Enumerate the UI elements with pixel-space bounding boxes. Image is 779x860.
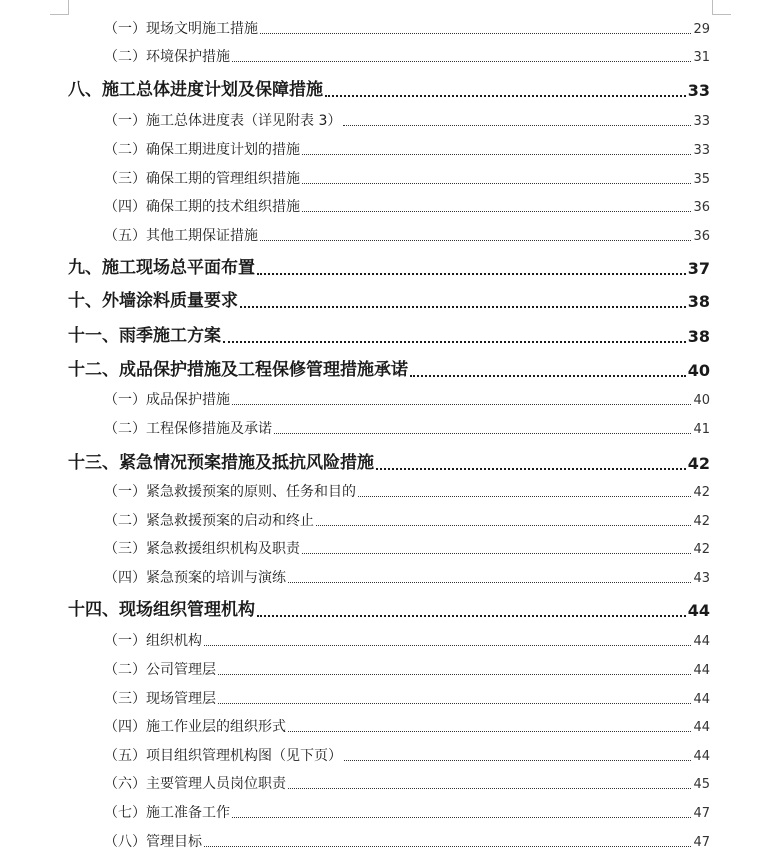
toc-page-number: 47 (693, 835, 710, 850)
toc-dot-leader (358, 496, 691, 497)
toc-section-entry[interactable] (104, 567, 710, 587)
toc-section-entry[interactable] (104, 110, 710, 130)
toc-dot-leader (302, 553, 691, 554)
toc-section-entry[interactable] (104, 716, 710, 736)
toc-entry-title: （三）确保工期的管理组织措施 (104, 171, 300, 187)
toc-section-entry[interactable] (104, 802, 710, 822)
toc-page-number: 45 (693, 777, 710, 792)
toc-dot-leader (302, 211, 691, 212)
toc-chapter-entry[interactable] (68, 450, 710, 474)
toc-page-number: 44 (693, 634, 710, 649)
toc-page-number: 44 (687, 601, 710, 620)
right-margin-mark-horizontal (712, 14, 731, 15)
toc-page-number: 36 (693, 200, 710, 215)
toc-section-entry[interactable] (104, 481, 710, 501)
toc-page-number: 40 (687, 361, 710, 380)
toc-dot-leader (325, 95, 686, 97)
toc-dot-leader (204, 645, 691, 646)
toc-dot-leader (257, 615, 686, 617)
toc-entry-title: 十三、紧急情况预案措施及抵抗风险措施 (68, 453, 374, 473)
toc-entry-title: 十二、成品保护措施及工程保修管理措施承诺 (68, 360, 408, 380)
toc-dot-leader (302, 154, 691, 155)
toc-dot-leader (204, 846, 691, 847)
toc-dot-leader (223, 341, 686, 343)
toc-entry-title: 九、施工现场总平面布置 (68, 258, 255, 278)
toc-entry-title: （二）工程保修措施及承诺 (104, 421, 272, 437)
toc-chapter-entry[interactable] (68, 255, 710, 279)
toc-entry-title: （一）施工总体进度表（详见附表 3） (104, 113, 342, 129)
toc-dot-leader (288, 731, 691, 732)
toc-page-number: 42 (693, 542, 710, 557)
toc-entry-title: 十一、雨季施工方案 (68, 326, 221, 346)
toc-section-entry[interactable] (104, 538, 710, 558)
toc-entry-title: （一）组织机构 (104, 633, 202, 649)
toc-dot-leader (260, 33, 691, 34)
toc-section-entry[interactable] (104, 831, 710, 851)
toc-page-number: 42 (693, 514, 710, 529)
toc-page-number: 38 (687, 292, 710, 311)
toc-chapter-entry[interactable] (68, 288, 710, 312)
toc-dot-leader (316, 525, 691, 526)
toc-page-number: 37 (687, 259, 710, 278)
toc-page-number: 31 (693, 50, 710, 65)
toc-page-number: 29 (693, 22, 710, 37)
toc-page-number: 40 (693, 393, 710, 408)
toc-entry-title: （一）成品保护措施 (104, 392, 230, 408)
toc-page-number: 33 (687, 81, 710, 100)
toc-dot-leader (343, 125, 691, 126)
toc-dot-leader (240, 306, 686, 308)
toc-entry-title: （二）紧急救援预案的启动和终止 (104, 513, 314, 529)
toc-section-entry[interactable] (104, 418, 710, 438)
toc-page-number: 38 (687, 327, 710, 346)
toc-page-number: 44 (693, 720, 710, 735)
toc-section-entry[interactable] (104, 659, 710, 679)
toc-entry-title: 十、外墙涂料质量要求 (68, 291, 238, 311)
toc-entry-title: （五）其他工期保证措施 (104, 228, 258, 244)
toc-page-number: 33 (693, 114, 710, 129)
toc-dot-leader (344, 760, 691, 761)
toc-entry-title: （三）紧急救援组织机构及职责 (104, 541, 300, 557)
toc-page-number: 36 (693, 229, 710, 244)
toc-section-entry[interactable] (104, 510, 710, 530)
toc-entry-title: （二）环境保护措施 (104, 49, 230, 65)
toc-dot-leader (302, 183, 691, 184)
toc-entry-title: （三）现场管理层 (104, 691, 216, 707)
toc-page-number: 47 (693, 806, 710, 821)
right-margin-mark (712, 0, 713, 14)
toc-entry-title: （四）施工作业层的组织形式 (104, 719, 286, 735)
toc-entry-title: （五）项目组织管理机构图（见下页） (104, 748, 342, 764)
toc-chapter-entry[interactable] (68, 323, 710, 347)
toc-page-number: 42 (693, 485, 710, 500)
toc-dot-leader (232, 61, 691, 62)
toc-dot-leader (218, 674, 691, 675)
toc-page-number: 44 (693, 663, 710, 678)
toc-entry-title: 八、施工总体进度计划及保障措施 (68, 80, 323, 100)
toc-page-number: 35 (693, 172, 710, 187)
toc-section-entry[interactable] (104, 46, 710, 66)
toc-entry-title: 十四、现场组织管理机构 (68, 600, 255, 620)
toc-page-number: 44 (693, 749, 710, 764)
toc-section-entry[interactable] (104, 139, 710, 159)
toc-section-entry[interactable] (104, 225, 710, 245)
toc-entry-title: （一）现场文明施工措施 (104, 21, 258, 37)
toc-dot-leader (232, 817, 691, 818)
toc-section-entry[interactable] (104, 168, 710, 188)
toc-chapter-entry[interactable] (68, 597, 710, 621)
toc-dot-leader (274, 433, 691, 434)
toc-dot-leader (257, 273, 686, 275)
toc-entry-title: （六）主要管理人员岗位职责 (104, 776, 286, 792)
toc-entry-title: （四）确保工期的技术组织措施 (104, 199, 300, 215)
toc-dot-leader (260, 240, 691, 241)
toc-chapter-entry[interactable] (68, 357, 710, 381)
toc-section-entry[interactable] (104, 630, 710, 650)
toc-entry-title: （二）公司管理层 (104, 662, 216, 678)
toc-dot-leader (288, 788, 691, 789)
toc-entry-title: （二）确保工期进度计划的措施 (104, 142, 300, 158)
toc-page-number: 42 (687, 454, 710, 473)
toc-dot-leader (410, 375, 686, 377)
left-margin-mark-horizontal (50, 14, 69, 15)
toc-entry-title: （八）管理目标 (104, 834, 202, 850)
toc-dot-leader (376, 468, 686, 470)
toc-section-entry[interactable] (104, 773, 710, 793)
toc-page-number: 33 (693, 143, 710, 158)
left-margin-mark (68, 0, 69, 14)
toc-section-entry[interactable] (104, 389, 710, 409)
toc-section-entry[interactable] (104, 745, 710, 765)
toc-section-entry[interactable] (104, 196, 710, 216)
toc-section-entry[interactable] (104, 688, 710, 708)
toc-dot-leader (218, 703, 691, 704)
toc-page-number: 41 (693, 422, 710, 437)
toc-chapter-entry[interactable] (68, 77, 710, 101)
toc-page-number: 43 (693, 571, 710, 586)
toc-entry-title: （一）紧急救援预案的原则、任务和目的 (104, 484, 356, 500)
toc-dot-leader (232, 404, 691, 405)
toc-dot-leader (288, 582, 691, 583)
toc-page-number: 44 (693, 692, 710, 707)
toc-section-entry[interactable] (104, 18, 710, 38)
toc-entry-title: （四）紧急预案的培训与演练 (104, 570, 286, 586)
toc-entry-title: （七）施工准备工作 (104, 805, 230, 821)
